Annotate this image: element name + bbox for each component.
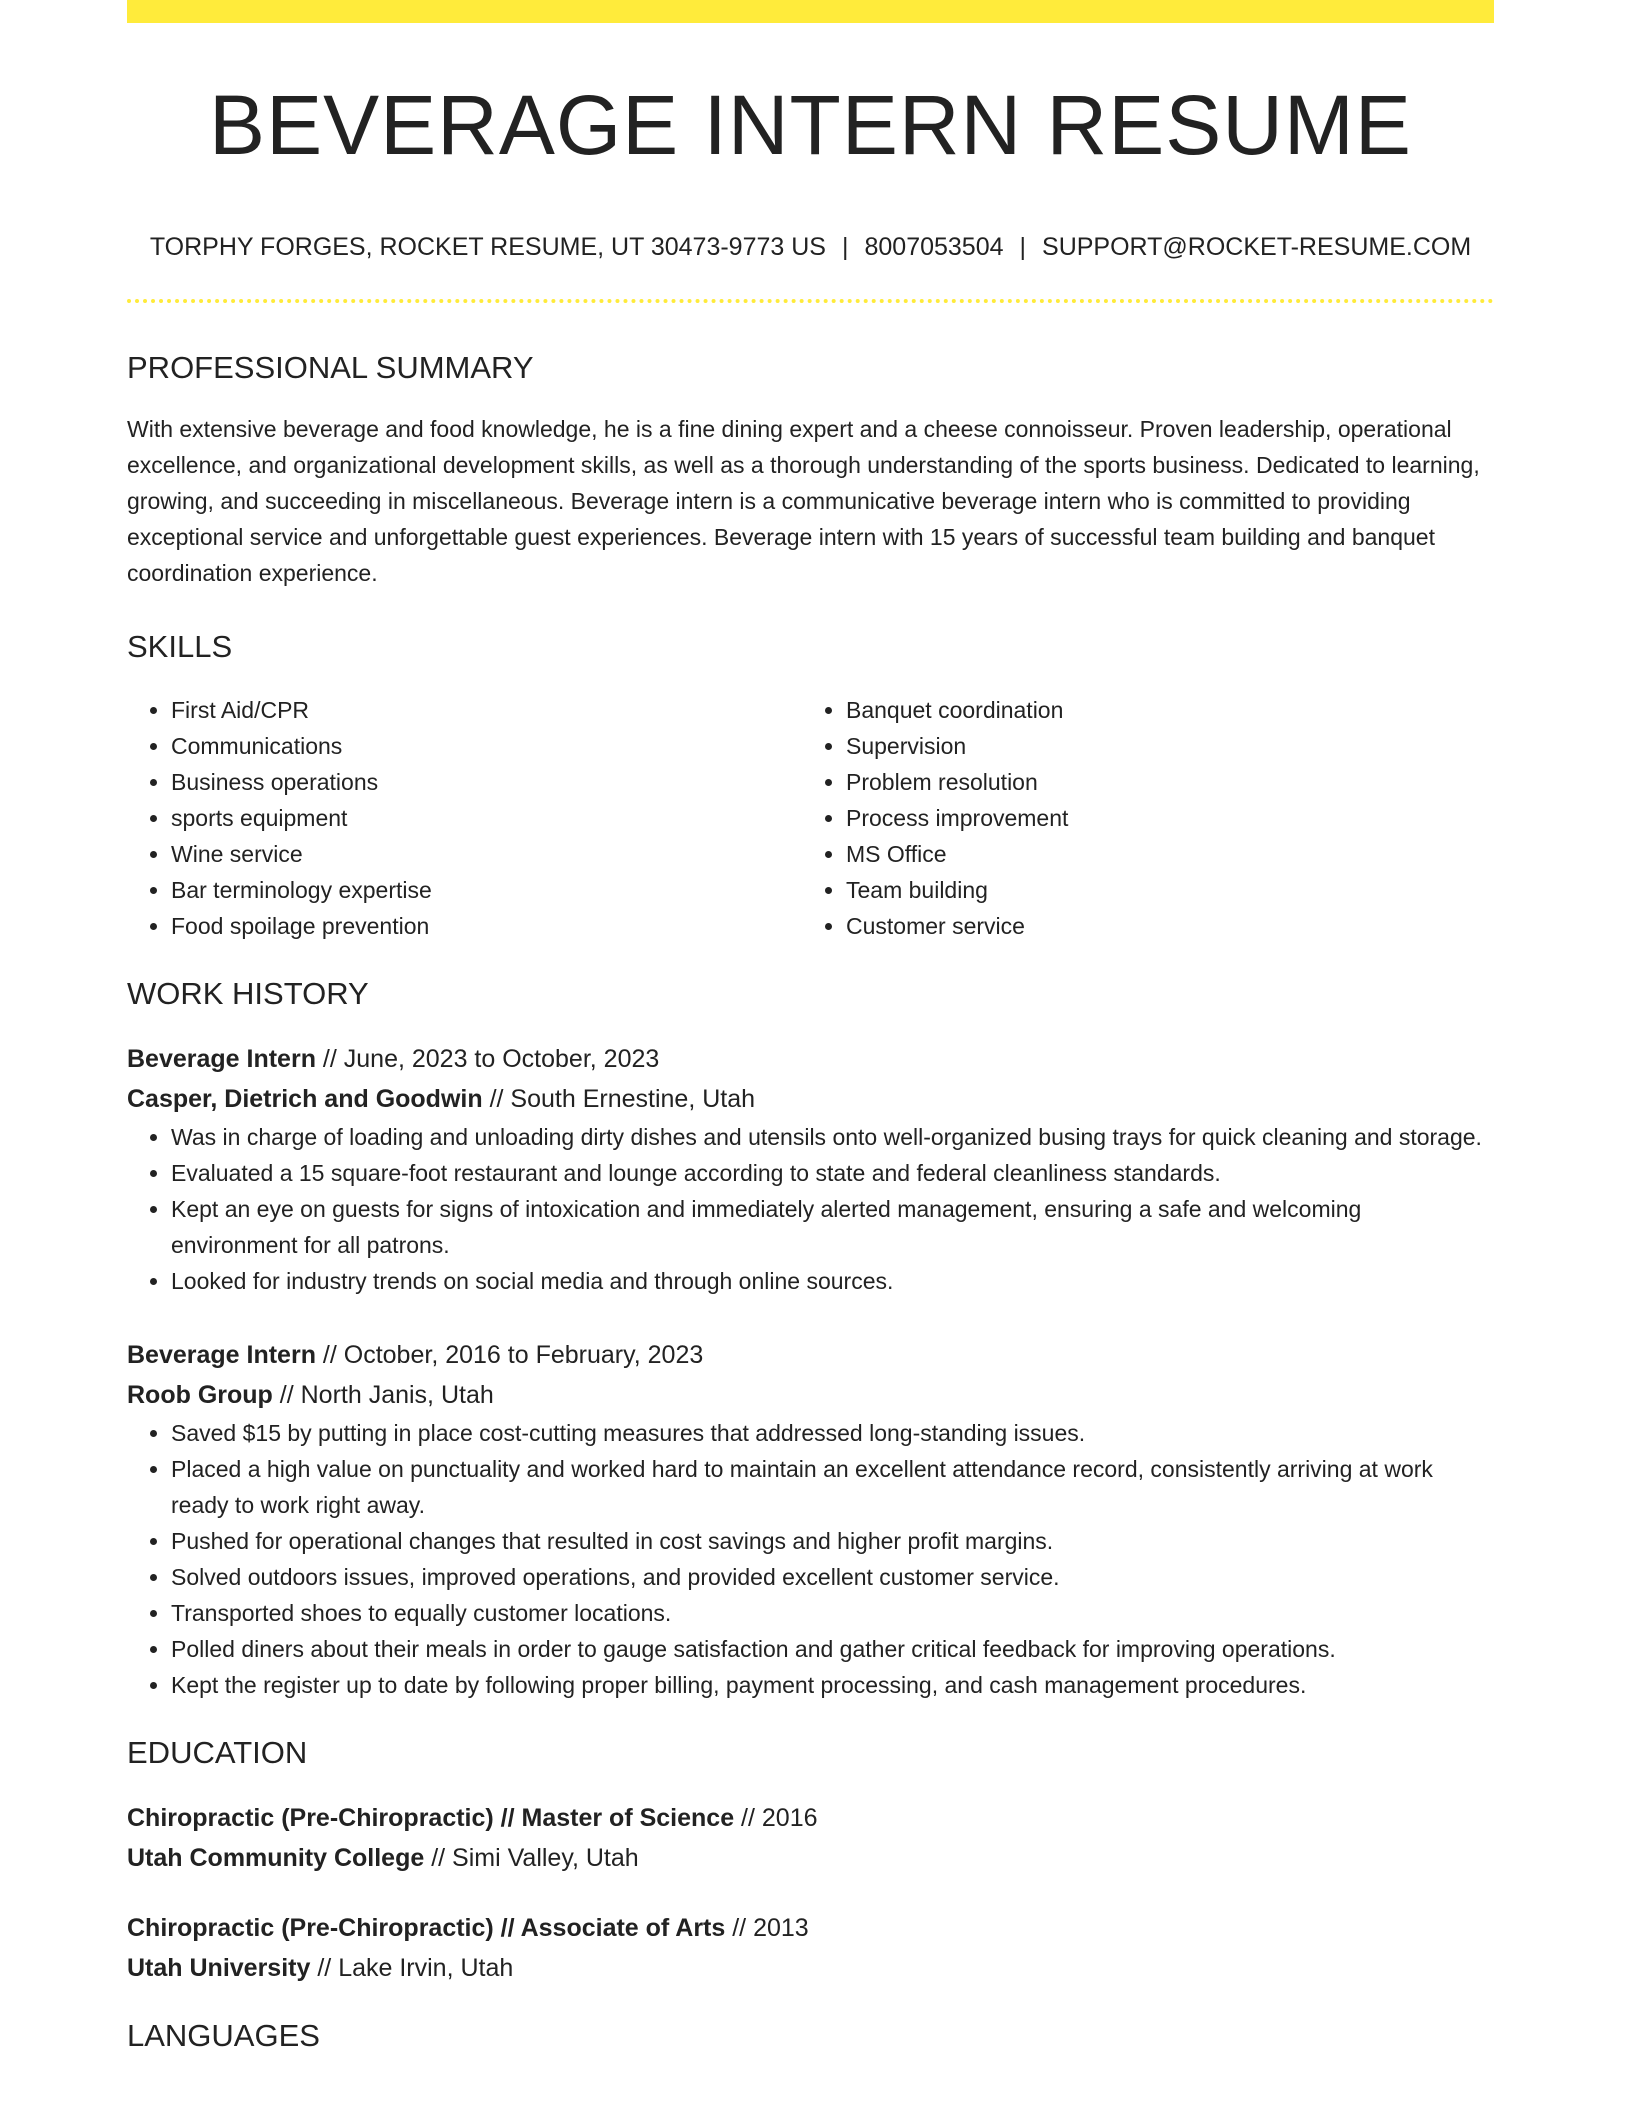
school-location: Simi Valley, Utah [452, 1844, 639, 1872]
contact-email: SUPPORT@ROCKET-RESUME.COM [1042, 233, 1472, 261]
skill-item: • First Aid/CPR [171, 692, 802, 728]
separator: // [272, 1381, 301, 1409]
skills-heading: SKILLS [127, 629, 233, 664]
job-bullet: • Transported shoes to equally customer locations. [171, 1595, 1494, 1631]
job-bullet: • Placed a high value on punctuality and worked hard to maintain an excellent attendance record, consistently arriving at work ready to work right away. [171, 1451, 1494, 1523]
skill-item: • Team building [846, 872, 1477, 908]
skill-item: • Business operations [171, 764, 802, 800]
summary-text: With extensive beverage and food knowledge, he is a fine dining expert and a cheese connoisseur. Proven leadership, operational excellence, and organizational development skills, as well as a thorough understanding of the sports business. Dedicated to learning, growing, and succeeding in miscellaneous. Beverage intern is a communicative beverage intern who is committed to providing exceptional service and unforgettable guest experiences. Beverage intern with 15 years of successful team building and banquet coordination experience. [127, 416, 1480, 586]
degree-line [127, 1798, 1494, 1838]
skill-item: • sports equipment [171, 800, 802, 836]
job-bullet: • Evaluated a 15 square-foot restaurant and lounge according to state and federal cleanliness standards. [171, 1155, 1494, 1191]
job-bullet: • Kept an eye on guests for signs of intoxication and immediately alerted management, ensuring a safe and welcoming environment for all patrons. [171, 1191, 1494, 1263]
separator: // [310, 1954, 339, 1982]
job-bullet: • Polled diners about their meals in order to gauge satisfaction and gather critical feedback for improving operations. [171, 1631, 1494, 1667]
job-bullets [127, 1119, 1494, 1299]
education-heading: EDUCATION [127, 1735, 308, 1770]
school-location: Lake Irvin, Utah [338, 1954, 514, 1982]
separator: // [482, 1085, 511, 1113]
skills-list-left [127, 692, 802, 944]
separator: // [734, 1804, 762, 1832]
job-bullet: • Solved outdoors issues, improved operations, and provided excellent customer service. [171, 1559, 1494, 1595]
contact-separator: | [1019, 233, 1027, 261]
job-header [127, 1335, 1494, 1415]
skill-item: • Food spoilage prevention [171, 908, 802, 944]
separator: // [725, 1914, 754, 1942]
school-line [127, 1948, 1494, 1988]
job-company-line [127, 1079, 1494, 1119]
separator: // [315, 1045, 344, 1073]
skills-list-right [802, 692, 1477, 944]
degree: Chiropractic (Pre-Chiropractic) // Associate of Arts [127, 1914, 726, 1942]
job-location: South Ernestine, Utah [510, 1085, 756, 1113]
degree-year: 2013 [753, 1914, 809, 1942]
skill-item: • Problem resolution [846, 764, 1477, 800]
school-line [127, 1838, 1494, 1878]
job-bullet: • Kept the register up to date by following proper billing, payment processing, and cash management procedures. [171, 1667, 1494, 1703]
contact-address: TORPHY FORGES, ROCKET RESUME, UT 30473-9773 US [149, 233, 826, 261]
job-bullet: • Pushed for operational changes that resulted in cost savings and higher profit margins. [171, 1523, 1494, 1559]
degree-year: 2016 [761, 1804, 818, 1832]
summary-heading: PROFESSIONAL SUMMARY [127, 350, 534, 385]
skills-grid [127, 692, 1494, 944]
skill-item: • Bar terminology expertise [171, 872, 802, 908]
job-header [127, 1039, 1494, 1119]
job-bullet: • Looked for industry trends on social media and through online sources. [171, 1263, 1494, 1299]
contact-separator: | [841, 233, 849, 261]
job-title-line [127, 1335, 1494, 1375]
skill-item: • Communications [171, 728, 802, 764]
skill-item: • Process improvement [846, 800, 1477, 836]
job-bullets [127, 1415, 1494, 1703]
job-title: Beverage Intern [127, 1045, 316, 1073]
job-title: Beverage Intern [127, 1341, 316, 1369]
job-dates: June, 2023 to October, 2023 [343, 1045, 660, 1073]
skill-item: • Customer service [846, 908, 1477, 944]
languages-heading: LANGUAGES [127, 2018, 320, 2053]
resume-title: BEVERAGE INTERN RESUME [209, 78, 1412, 172]
job-location: North Janis, Utah [300, 1381, 494, 1409]
top-accent-bar [127, 0, 1494, 23]
job-bullet: • Was in charge of loading and unloading dirty dishes and utensils onto well-organized busing trays for quick cleaning and storage. [171, 1119, 1494, 1155]
education-entry [127, 1908, 1494, 1988]
job-title-line [127, 1039, 1494, 1079]
resume-page [127, 0, 1494, 2051]
separator: // [315, 1341, 344, 1369]
job-company: Casper, Dietrich and Goodwin [127, 1085, 483, 1113]
skill-item: • Banquet coordination [846, 692, 1477, 728]
skill-item: • Wine service [171, 836, 802, 872]
school: Utah Community College [127, 1844, 425, 1872]
dotted-divider [127, 299, 1494, 303]
work-history-heading: WORK HISTORY [127, 976, 369, 1011]
contact-line [127, 235, 1494, 260]
contact-phone: 8007053504 [864, 233, 1004, 261]
skill-item: • Supervision [846, 728, 1477, 764]
degree-line [127, 1908, 1494, 1948]
school: Utah University [127, 1954, 311, 1982]
degree: Chiropractic (Pre-Chiropractic) // Master of Science [127, 1804, 735, 1832]
job-bullet: • Saved $15 by putting in place cost-cutting measures that addressed long-standing issues. [171, 1415, 1494, 1451]
separator: // [424, 1844, 453, 1872]
education-entry [127, 1798, 1494, 1878]
job-company-line [127, 1375, 1494, 1415]
job-company: Roob Group [127, 1381, 273, 1409]
skill-item: • MS Office [846, 836, 1477, 872]
job-dates: October, 2016 to February, 2023 [343, 1341, 704, 1369]
